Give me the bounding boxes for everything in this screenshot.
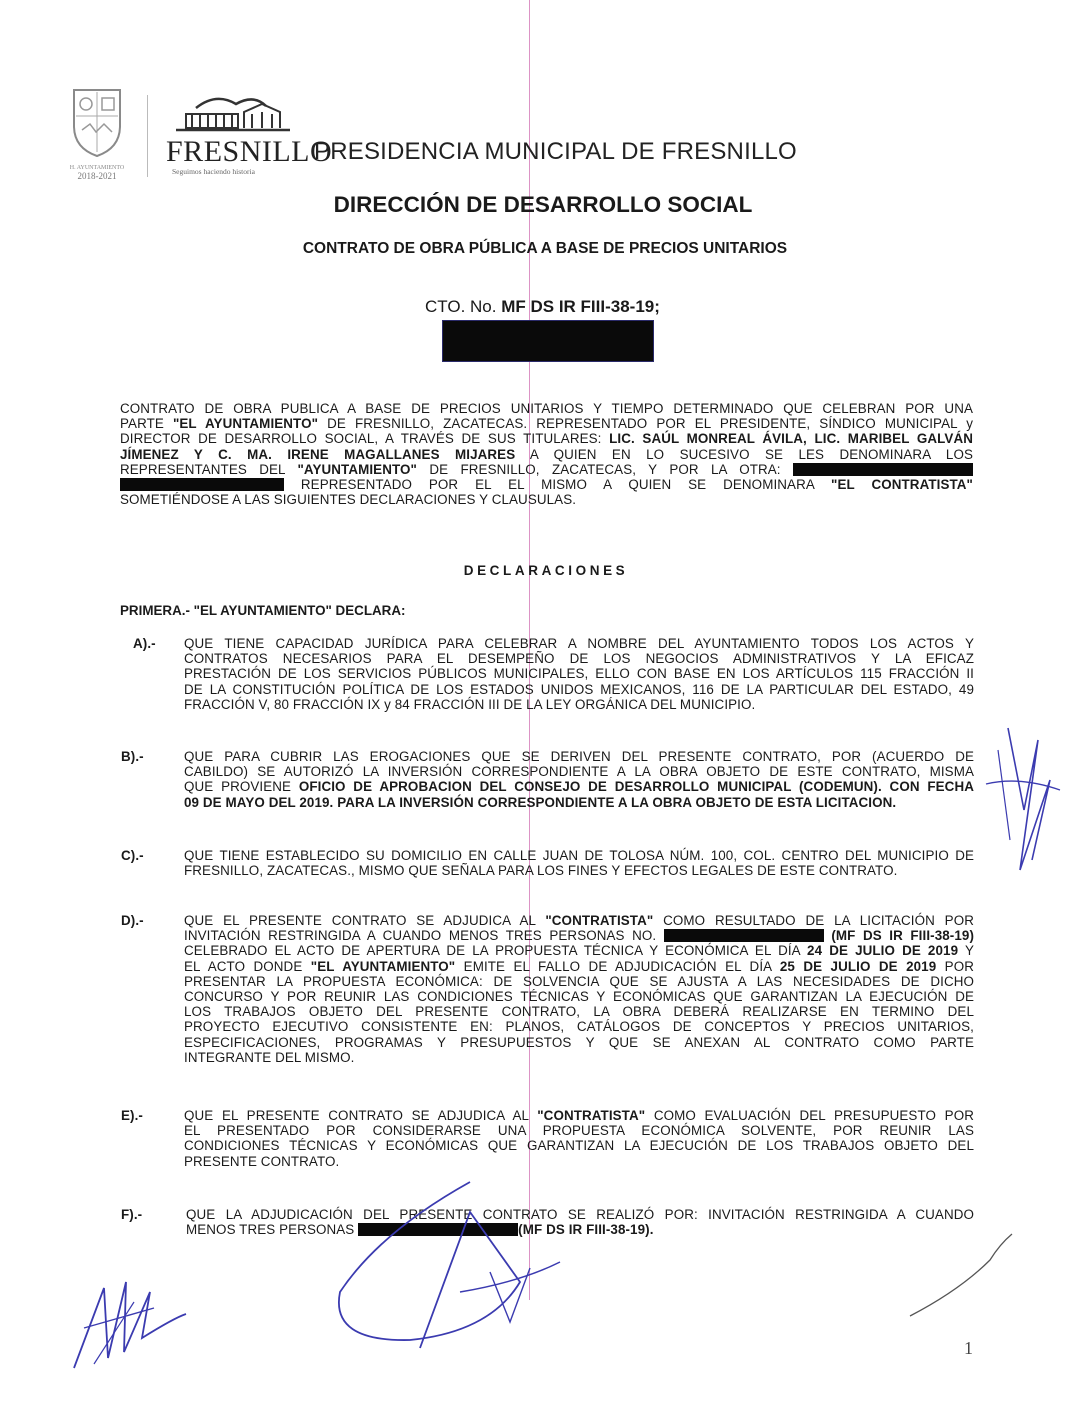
item-a-text: [184, 636, 974, 712]
item-c-text: [184, 848, 974, 878]
intro-line-1: CONTRATO DE OBRA PUBLICA A BASE DE PRECIOS UNITARIOS Y TIEMPO DETERMINADO QUE CELEBRAN POR UNA: [120, 401, 973, 416]
cto-line: [425, 297, 660, 317]
redacted-block: [442, 320, 654, 362]
bottom-left-signature: [64, 1268, 194, 1378]
item-e-line: EL PRESENTADO POR CONSIDERARSE UNA PROPUESTA ECONÓMICA SOLVENTE, POR REUNIR LAS: [184, 1123, 974, 1139]
item-d-text: [184, 913, 974, 1065]
intro-paragraph: [120, 401, 973, 507]
coat-of-arms-icon: [68, 86, 126, 158]
item-d-line: ESPECIFICACIONES, PROGRAMAS Y PRESUPUESTOS Y QUE SE ANEXAN AL CONTRATO COMO PARTE: [184, 1034, 974, 1050]
item-c-line: FRESNILLO, ZACATECAS., MISMO QUE SEÑALA PARA LOS FINES Y EFECTOS LEGALES DE ESTE CONTRATO.: [184, 863, 898, 879]
item-f-line: MENOS TRES PERSONAS (MF DS IR FIII-38-19).: [186, 1222, 654, 1238]
right-margin-signature: [980, 720, 1070, 880]
header-divider: [147, 95, 148, 177]
ayuntamiento-crest: [68, 86, 126, 182]
item-e-label: E).-: [121, 1108, 143, 1123]
building-skyline-icon: [166, 90, 298, 136]
item-b-line: QUE PARA CUBRIR LAS EROGACIONES QUE SE DERIVEN DEL PRESENTE CONTRATO, POR (ACUERDO DE: [184, 749, 974, 764]
bottom-right-mark: [900, 1230, 1030, 1320]
presidencia-title: PRESIDENCIA MUNICIPAL DE FRESNILLO: [314, 138, 797, 165]
item-c-line: QUE TIENE ESTABLECIDO SU DOMICILIO EN CALLE JUAN DE TOLOSA NÚM. 100, COL. CENTRO DEL MUNICIPIO DE: [184, 848, 974, 863]
cto-number: MF DS IR FIII-38-19;: [501, 297, 660, 316]
item-b-line: CABILDO) SE AUTORIZÓ LA INVERSIÓN CORRESPONDIENTE A LA OBRA OBJETO DE ESTE CONTRATO, MISMA: [184, 764, 974, 780]
item-d-line: CONCURSO Y POR REUNIR LAS CONDICIONES TÉCNICAS Y ECONÓMICAS QUE GARANTIZAN LA EJECUCIÓN DE: [184, 989, 974, 1005]
item-a-line: QUE TIENE CAPACIDAD JURÍDICA PARA CELEBRAR A NOMBRE DEL AYUNTAMIENTO TODOS LOS ACTOS Y: [184, 636, 974, 651]
declaraciones-title: DECLARACIONES: [463, 563, 629, 578]
item-f-line: QUE LA ADJUDICACIÓN DEL PRESENTE CONTRATO SE REALIZÓ POR: INVITACIÓN RESTRINGIDA A CUANDO: [186, 1207, 974, 1222]
contrato-tipo-title: CONTRATO DE OBRA PÚBLICA A BASE DE PRECIOS UNITARIOS: [302, 240, 788, 257]
item-a-line: FRACCIÓN V, 80 FRACCIÓN IX y 84 FRACCIÓN III DE LA LEY ORGÁNICA DEL MUNICIPIO.: [184, 696, 756, 712]
item-d-line: QUE EL PRESENTE CONTRATO SE ADJUDICA AL "CONTRATISTA" COMO RESULTADO DE LA LICITACIÓN POR: [184, 913, 974, 928]
item-d-line: PROYECTO EJECUTIVO CONSISTENTE EN: PLANOS, CATÁLOGOS DE CONCEPTOS Y PRECIOS UNITARIOS,: [184, 1019, 974, 1035]
item-e-text: [184, 1108, 974, 1169]
fresnillo-logo: [166, 90, 333, 176]
ayuntamiento-caption: H. AYUNTAMIENTO: [69, 165, 125, 171]
page-number: 1: [964, 1338, 973, 1358]
item-d-label: D).-: [121, 913, 144, 928]
cto-prefix: CTO. No.: [425, 297, 497, 316]
intro-line-2: PARTE "EL AYUNTAMIENTO" DE FRESNILLO, ZACATECAS. REPRESENTADO POR EL PRESIDENTE, SÍNDICO MUNICIPAL y: [120, 416, 973, 432]
item-f-text: [186, 1207, 974, 1237]
intro-line-6: REPRESENTADO POR EL EL MISMO A QUIEN SE DENOMINARA "EL CONTRATISTA": [120, 477, 973, 492]
item-d-line: INVITACIÓN RESTRINGIDA A CUANDO MENOS TRES PERSONAS NO. (MF DS IR FIII-38-19): [184, 928, 975, 944]
ayuntamiento-years: 2018-2021: [77, 171, 117, 181]
item-d-line: PRESENTAR LA PROPUESTA ECONÓMICA: DE SOLVENCIA QUE SE AJUSTA A LAS NECESIDADES DE DICHO: [184, 973, 974, 989]
item-a-line: DE LA CONSTITUCIÓN POLÍTICA DE LOS ESTADOS UNIDOS MEXICANOS, 116 DE LA PARTICULAR DEL ESTADO, 49: [184, 681, 974, 697]
item-d-line: INTEGRANTE DEL MISMO.: [184, 1049, 355, 1065]
intro-line-3: DIRECTOR DE DESARROLLO SOCIAL, A TRAVÉS DE SUS TITULARES: LIC. SAÚL MONREAL ÁVILA, LIC. MARIBEL GALVÁN: [120, 431, 973, 447]
intro-line-4: JÍMENEZ Y C. MA. IRENE MAGALLANES MIJARES A QUIEN EN LO SUCESIVO SE LES DENOMINARA LOS: [120, 446, 973, 462]
item-d-line: CELEBRADO EL ACTO DE APERTURA DE LA PROPUESTA TÉCNICA Y ECONÓMICA EL DÍA 24 DE JULIO DE 2019 Y: [184, 943, 974, 959]
item-b-label: B).-: [121, 749, 144, 764]
item-f-label: F).-: [121, 1207, 143, 1222]
item-e-line: QUE EL PRESENTE CONTRATO SE ADJUDICA AL "CONTRATISTA" COMO EVALUACIÓN DEL PRESUPUESTO POR: [184, 1108, 974, 1123]
intro-line-7: SOMETIÉNDOSE A LAS SIGUIENTES DECLARACIONES Y CLAUSULAS.: [120, 492, 577, 508]
item-a-label: A).-: [133, 636, 156, 651]
item-c-label: C).-: [121, 848, 144, 863]
item-b-line: QUE PROVIENE OFICIO DE APROBACION DEL CONSEJO DE DESARROLLO MUNICIPAL (CODEMUN). CON FECHA: [184, 779, 974, 795]
brand-name: FRESNILLO: [166, 135, 333, 168]
item-b-line: 09 DE MAYO DEL 2019. PARA LA INVERSIÓN CORRESPONDIENTE A LA OBRA OBJETO DE ESTA LICITACION.: [184, 794, 897, 810]
item-b-text: [184, 749, 974, 810]
item-a-line: CONTRATOS NECESARIOS PARA EL DESEMPEÑO DE LOS NEGOCIOS ADMINISTRATIVOS Y LA EFICAZ: [184, 651, 974, 667]
item-d-line: LOS TRABAJOS OBJETO DEL PRESENTE CONTRATO, LA OBRA DEBERÁ REALIZARSE EN TERMINO DEL: [184, 1004, 974, 1020]
direccion-title: DIRECCIÓN DE DESARROLLO SOCIAL: [333, 192, 753, 217]
item-e-line: PRESENTE CONTRATO.: [184, 1153, 340, 1169]
item-d-line: EL ACTO DONDE "EL AYUNTAMIENTO" EMITE EL FALLO DE ADJUDICACIÓN EL DÍA 25 DE JULIO DE 2019 POR: [184, 958, 975, 974]
brand-slogan: Seguimos haciendo historia: [172, 167, 255, 176]
primera-title: PRIMERA.- "EL AYUNTAMIENTO" DECLARA:: [120, 603, 406, 618]
item-e-line: CONDICIONES TÉCNICAS Y ECONÓMICAS QUE GARANTIZAN LA EJECUCIÓN DE LOS TRABAJOS OBJETO DEL: [184, 1138, 974, 1154]
item-a-line: PRESTACIÓN DE LOS SERVICIOS PÚBLICOS MUNICIPALES, ELLO CON BASE EN LOS ARTÍCULOS 115 FRACCIÓN II: [184, 666, 974, 682]
bottom-center-signature: [320, 1172, 580, 1352]
intro-line-5: REPRESENTANTES DEL "AYUNTAMIENTO" DE FRESNILLO, ZACATECAS, Y POR LA OTRA:: [120, 462, 973, 477]
